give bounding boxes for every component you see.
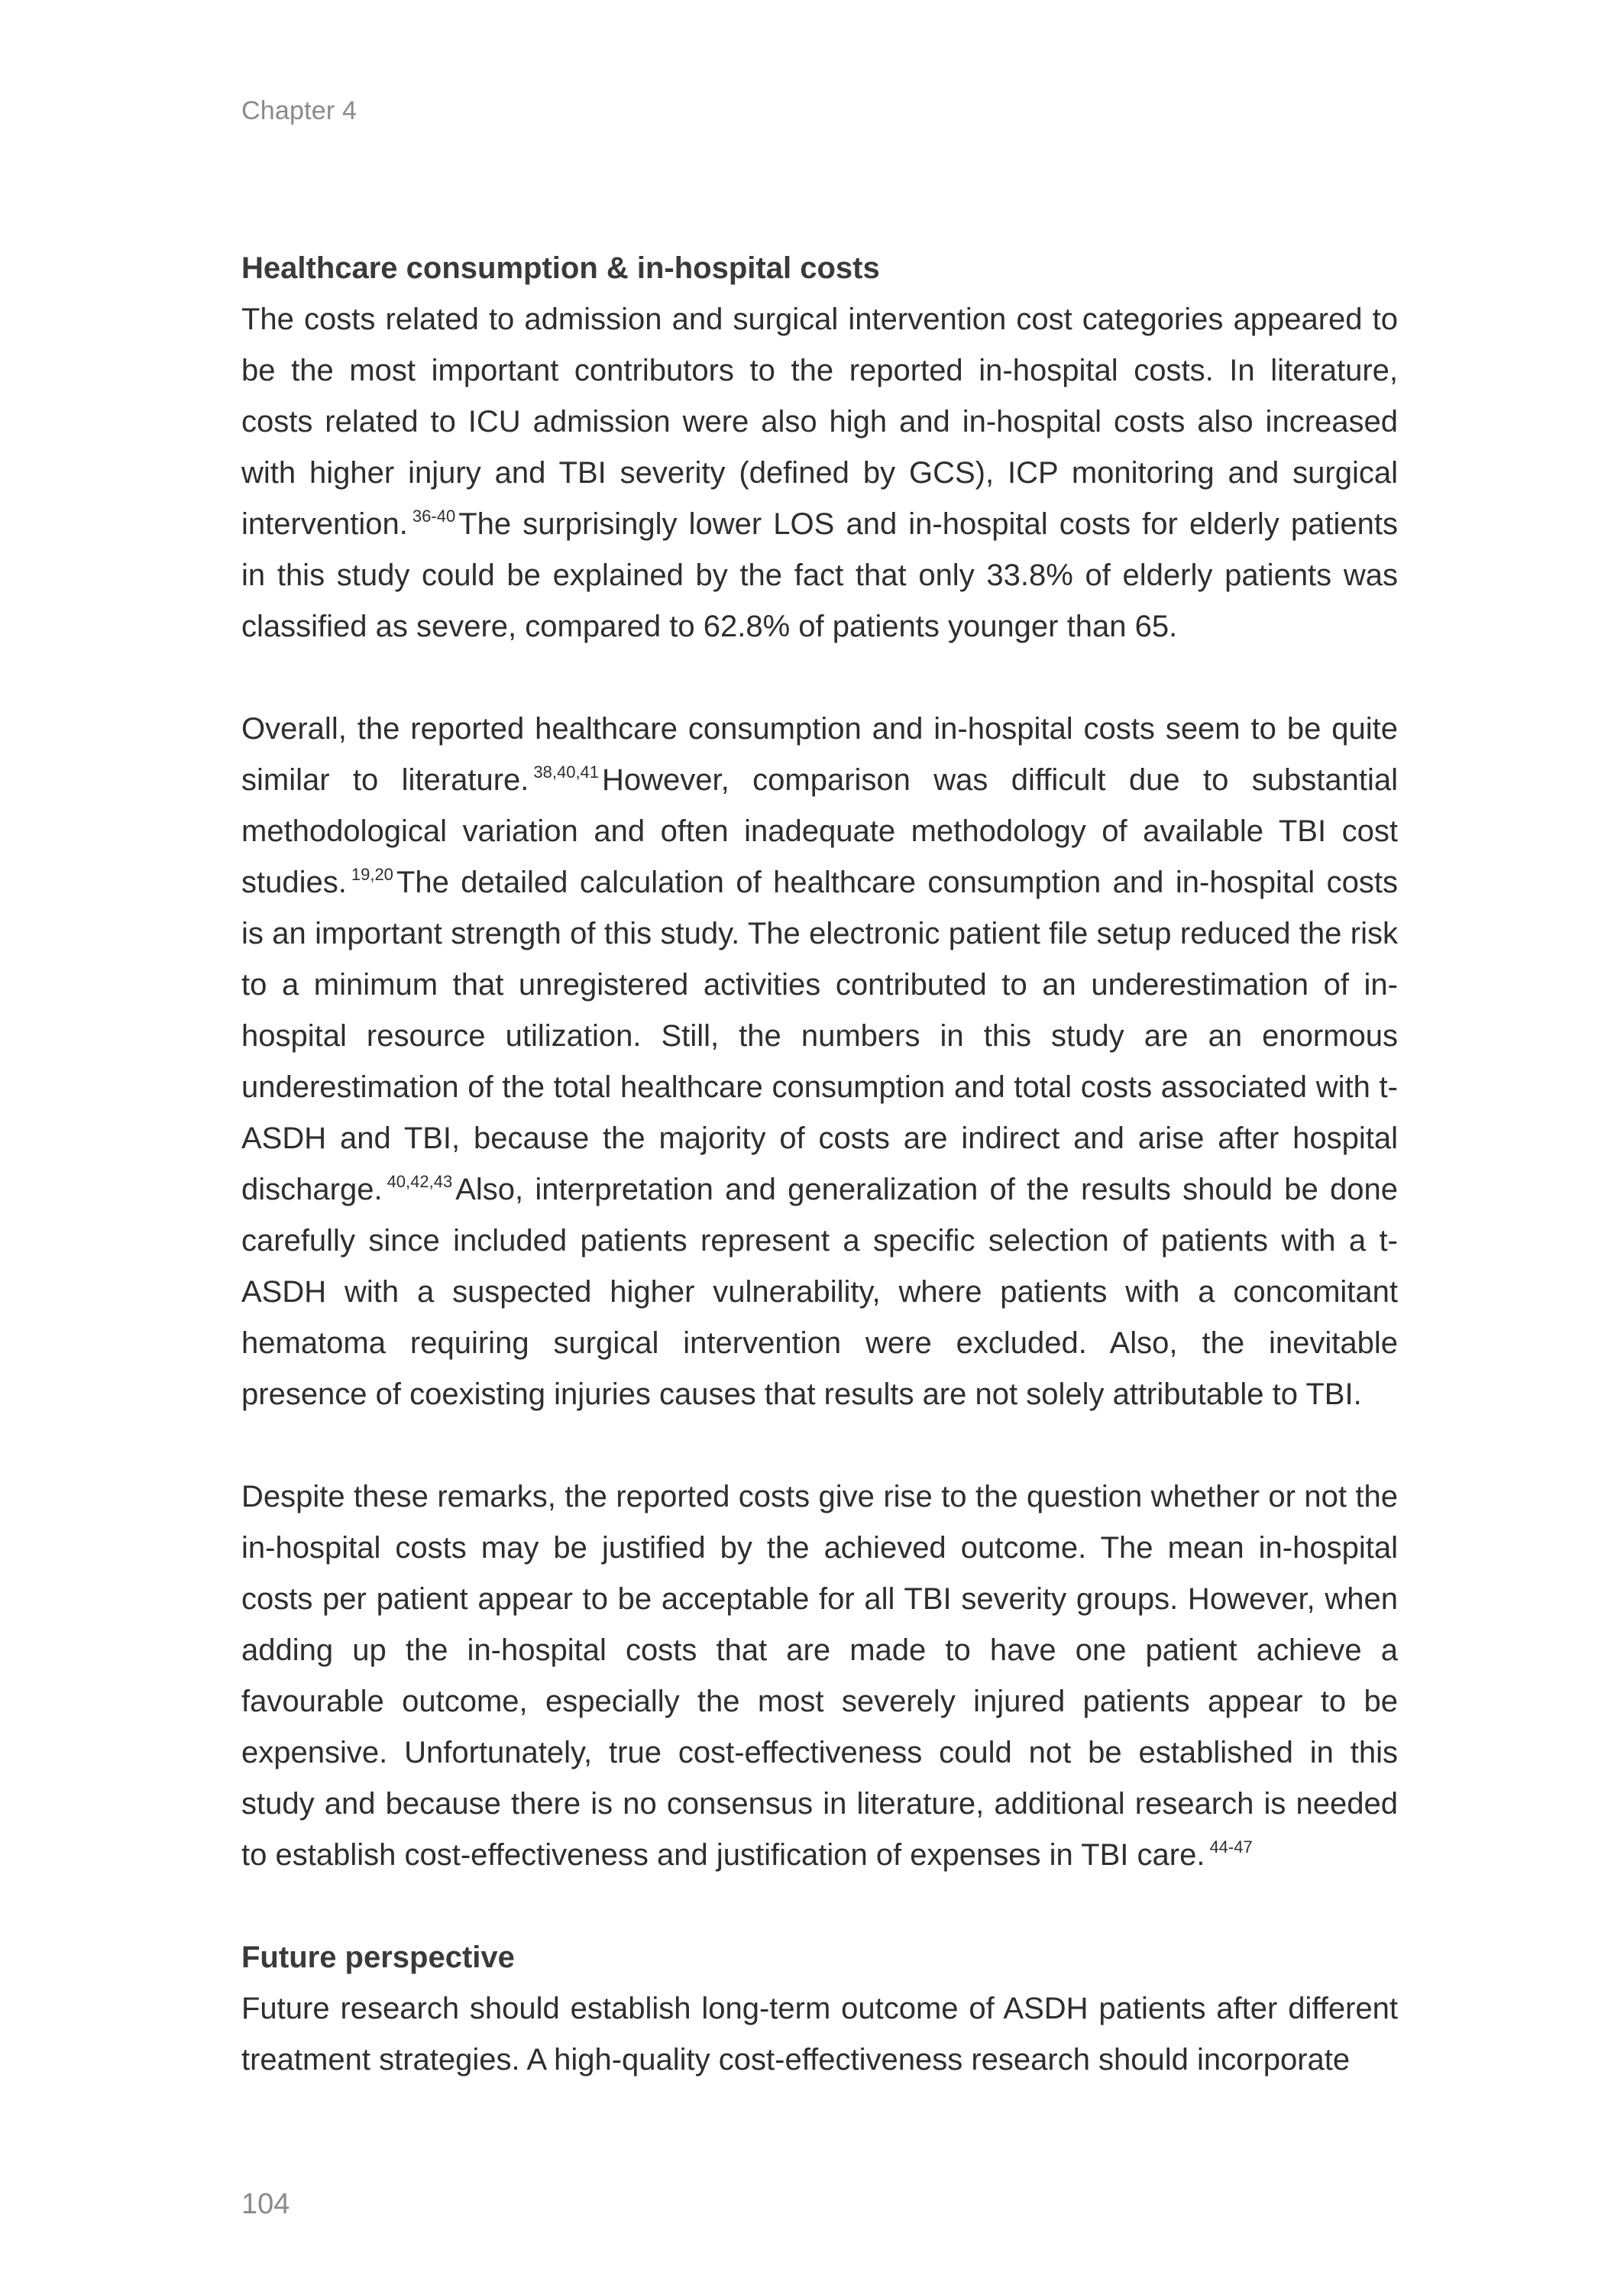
section-heading-healthcare-costs: Healthcare consumption & in-hospital costs bbox=[241, 251, 880, 285]
paragraph-text: Future research should establish long-term outcome of ASDH patients after different treatment strategies. A high-quality cost-effectiveness research should incorporate bbox=[241, 1992, 1398, 2077]
section-heading-future-perspective: Future perspective bbox=[241, 1941, 515, 1974]
article-body bbox=[241, 243, 1398, 2086]
paragraph-overall-comparison bbox=[241, 704, 1398, 1420]
citation-superscript: 19,20 bbox=[351, 865, 393, 884]
paragraph-text: However, comparison was difficult due to substantial methodological variation and often inadequate methodology of available TBI cost studies. bbox=[241, 763, 1398, 899]
citation-superscript: 40,42,43 bbox=[387, 1172, 453, 1191]
section-spacer bbox=[241, 1881, 1398, 1932]
page-number: 104 bbox=[241, 2188, 290, 2220]
paragraph-text: The costs related to admission and surgical intervention cost categories appeared to be the most important contributors to the reported in-hospital costs. In literature, costs related to ICU admission were also high and in-hospital costs also increased with higher injury and TBI severity (defined by GCS), ICP monitoring and surgical intervention. bbox=[241, 303, 1398, 541]
paragraph-text: Also, interpretation and generalization of the results should be done carefully since included patients represent a specific selection of patients with a t-ASDH with a suspected higher vulnerability, where patients with a concomitant hematoma requiring surgical intervention were excluded. Also, the inevitable presence of coexisting injuries causes that results are not solely attributable to TBI. bbox=[241, 1173, 1398, 1411]
paragraph-future-research bbox=[241, 1983, 1398, 2086]
running-header: Chapter 4 bbox=[241, 96, 357, 125]
paragraph-text: The surprisingly lower LOS and in-hospital costs for elderly patients in this study could be explained by the fact that only 33.8% of elderly patients was classified as severe, compared to 62.8% of patients younger than 65. bbox=[241, 507, 1398, 643]
citation-superscript: 44-47 bbox=[1209, 1837, 1253, 1857]
paragraph-text: Despite these remarks, the reported costs give rise to the question whether or not the in-hospital costs may be justified by the achieved outcome. The mean in-hospital costs per patient appear to be acceptable for all TBI severity groups. However, when adding up the in-hospital costs that are made to have one patient achieve a favourable outcome, especially the most severely injured patients appear to be expensive. Unfortunately, true cost-effectiveness could not be established in this study and because there is no consensus in literature, additional research is needed to establish cost-effectiveness and justification of expenses in TBI care. bbox=[241, 1480, 1398, 1872]
citation-superscript: 36-40 bbox=[412, 507, 456, 526]
paragraph-text: The detailed calculation of healthcare consumption and in-hospital costs is an important strength of this study. The electronic patient file setup reduced the risk to a minimum that unregistered activities contributed to an underestimation of in-hospital resource utilization. Still, the numbers in this study are an enormous underestimation of the total healthcare consumption and total costs associated with t-ASDH and TBI, because the majority of costs are indirect and arise after hospital discharge. bbox=[241, 866, 1398, 1206]
citation-superscript: 38,40,41 bbox=[533, 762, 600, 782]
paragraph-costs-contributors bbox=[241, 294, 1398, 652]
paragraph-despite-remarks bbox=[241, 1471, 1398, 1881]
paragraph-text: Overall, the reported healthcare consumption and in-hospital costs seem to be quite similar to literature. bbox=[241, 712, 1398, 797]
